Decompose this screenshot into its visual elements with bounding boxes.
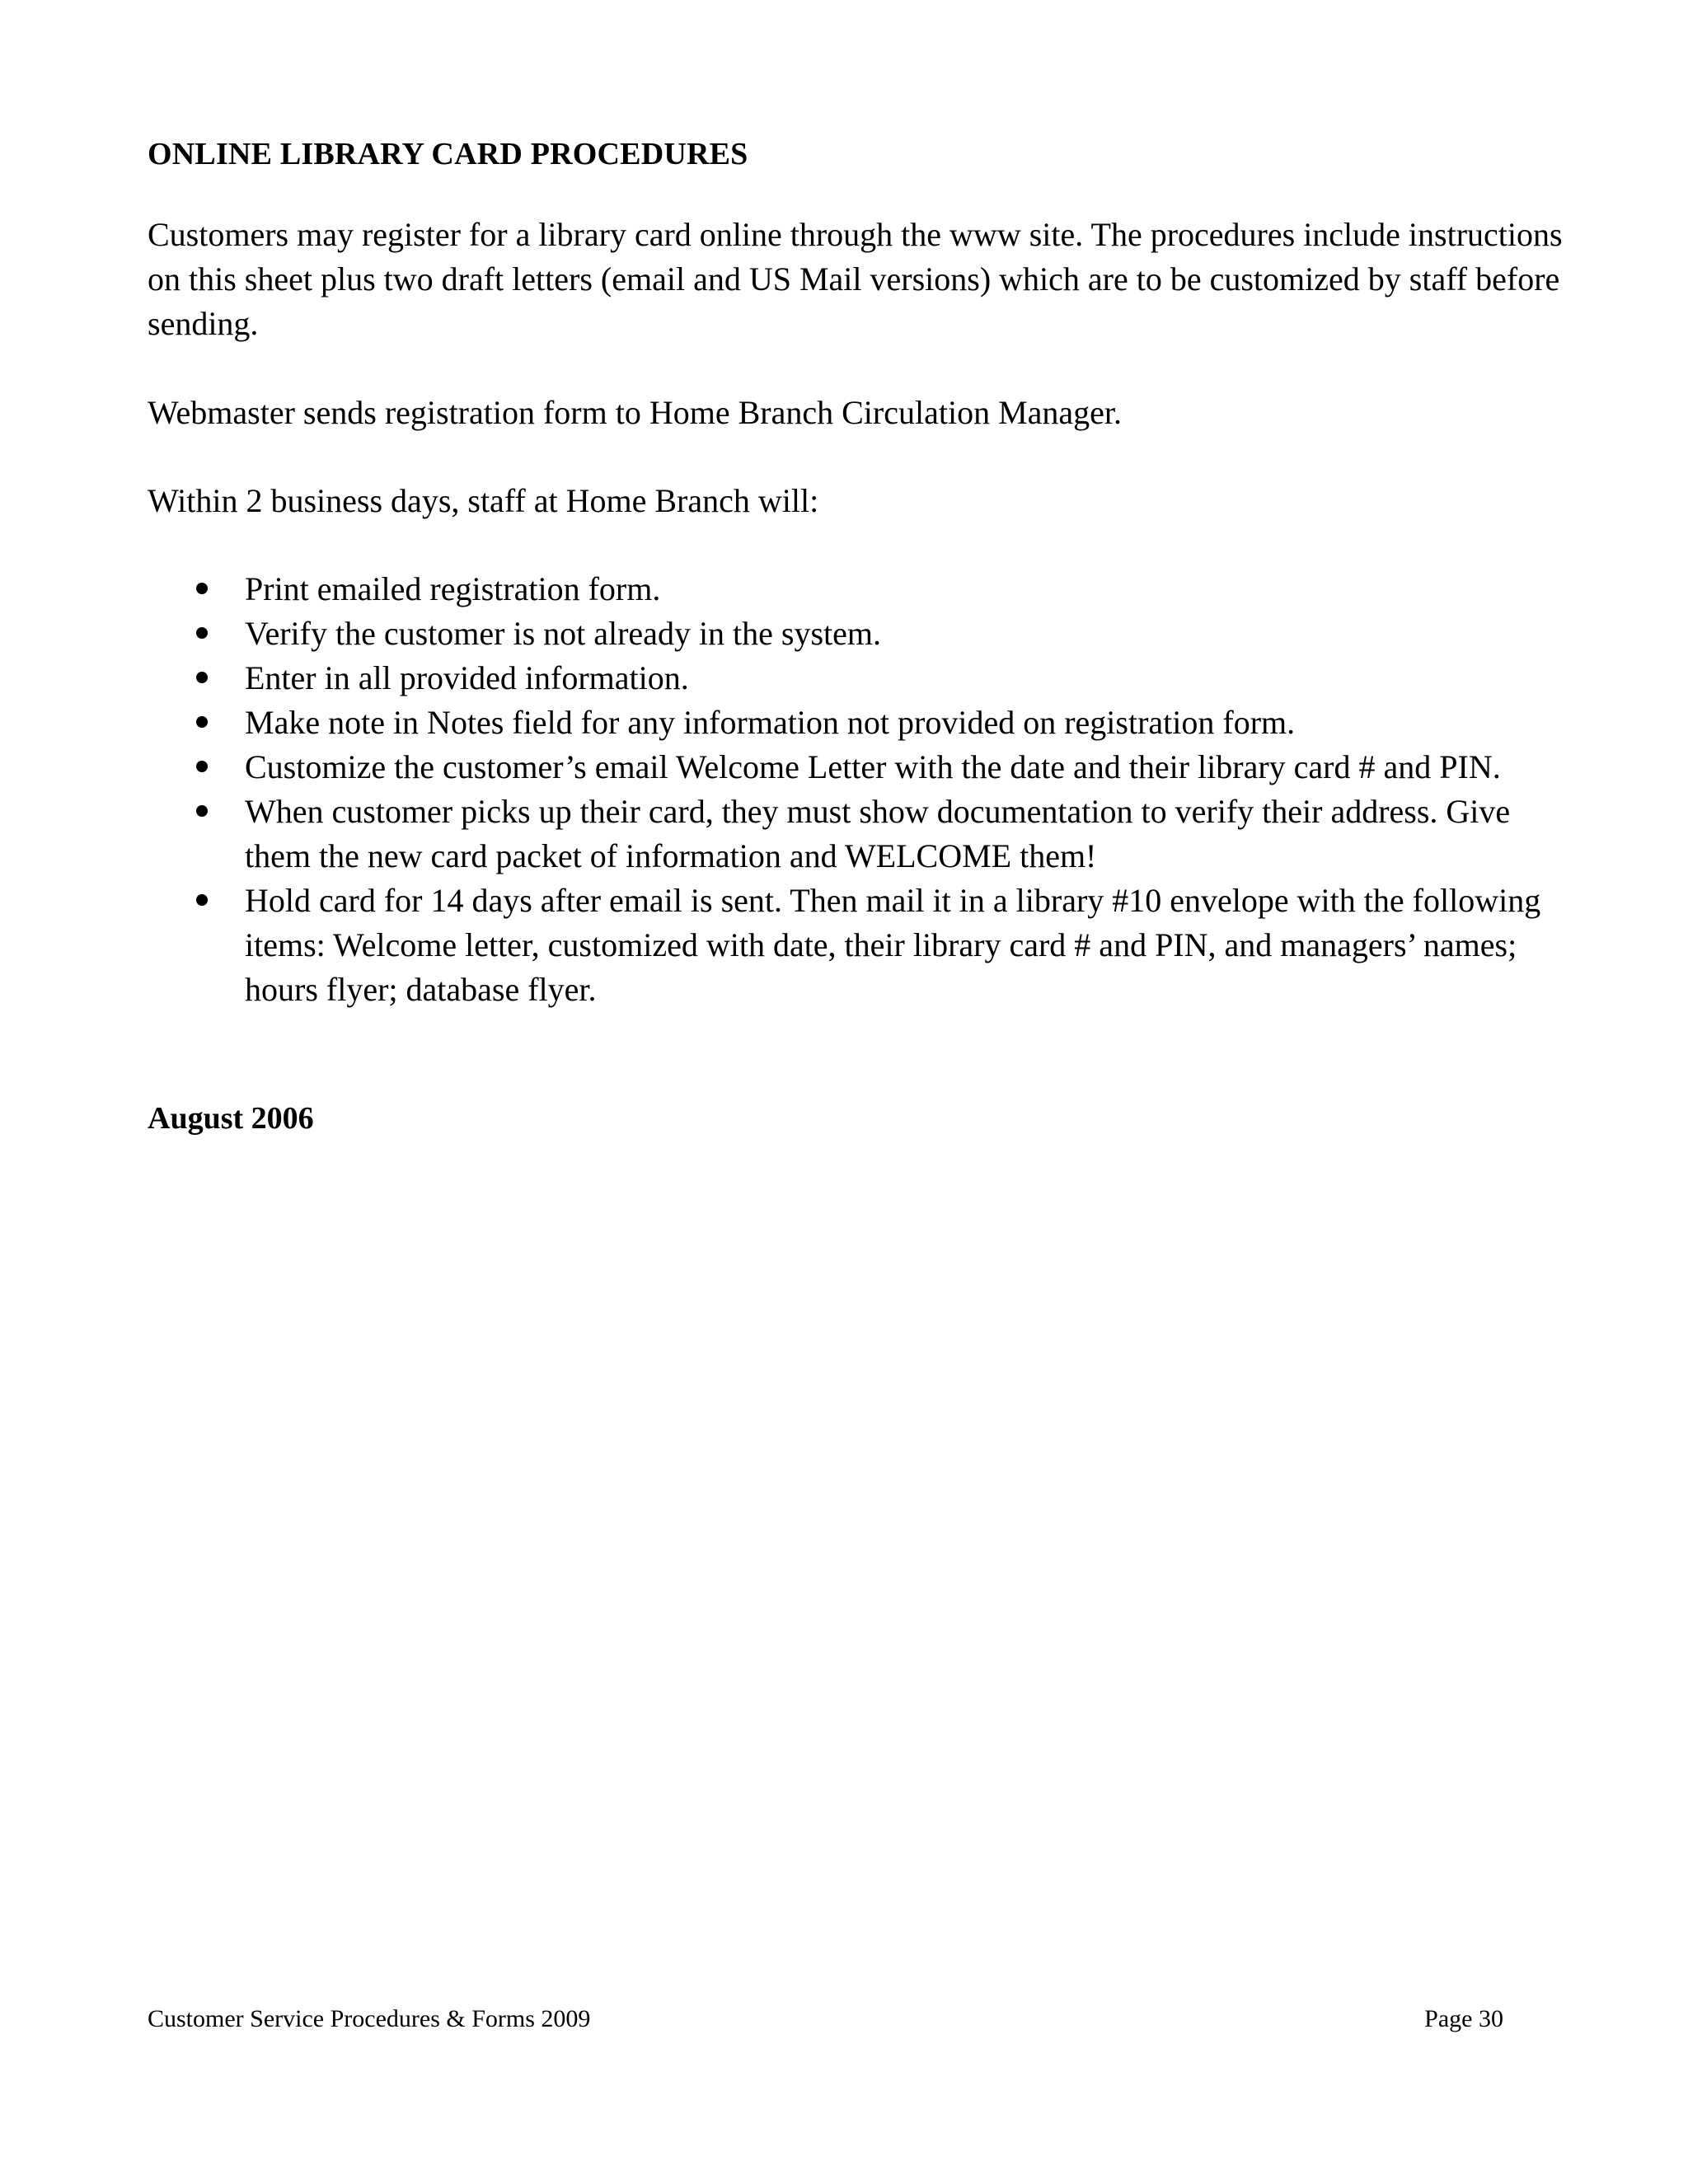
footer-page-number: Page 30 bbox=[1424, 2005, 1503, 2032]
list-item bbox=[148, 745, 1582, 790]
document-date: August 2006 bbox=[148, 1101, 314, 1136]
within-paragraph: Within 2 business days, staff at Home Branch will: bbox=[148, 482, 819, 519]
list-item bbox=[148, 701, 1582, 745]
list-item bbox=[148, 567, 1582, 612]
list-item-text: Customize the customer’s email Welcome Letter with the date and their library card # and PIN. bbox=[245, 748, 1501, 785]
bullet-icon bbox=[196, 805, 208, 817]
footer-document-title: Customer Service Procedures & Forms 2009 bbox=[148, 2005, 591, 2032]
intro-paragraph: Customers may register for a library card online through the www site. The procedures include instructions on this sheet plus two draft letters (email and US Mail versions) which are to be customized by staff before sending. bbox=[148, 216, 1563, 342]
list-item bbox=[148, 879, 1582, 1012]
bullet-icon bbox=[196, 627, 208, 639]
bullet-icon bbox=[196, 894, 208, 906]
bullet-icon bbox=[196, 583, 208, 594]
list-item-text: When customer picks up their card, they must show documentation to verify their address. Give them the new card packet of information and WELCOME them! bbox=[245, 793, 1511, 874]
list-item bbox=[148, 790, 1582, 879]
webmaster-paragraph: Webmaster sends registration form to Home Branch Circulation Manager. bbox=[148, 394, 1123, 431]
bullet-icon bbox=[196, 716, 208, 728]
bullet-icon bbox=[196, 761, 208, 772]
list-item bbox=[148, 656, 1582, 701]
list-item bbox=[148, 612, 1582, 656]
list-item-text: Print emailed registration form. bbox=[245, 570, 661, 607]
list-item-text: Enter in all provided information. bbox=[245, 659, 689, 696]
procedure-list bbox=[148, 567, 1582, 1012]
list-item-text: Hold card for 14 days after email is sent. Then mail it in a library #10 envelope with the following items: Welcome letter, customized with date, their library card # and PIN, and managers’ names; hours flyer; database flyer. bbox=[245, 882, 1541, 1008]
list-item-text: Verify the customer is not already in the system. bbox=[245, 615, 882, 652]
bullet-icon bbox=[196, 672, 208, 683]
list-item-text: Make note in Notes field for any information not provided on registration form. bbox=[245, 704, 1296, 741]
page-title: ONLINE LIBRARY CARD PROCEDURES bbox=[148, 137, 748, 171]
